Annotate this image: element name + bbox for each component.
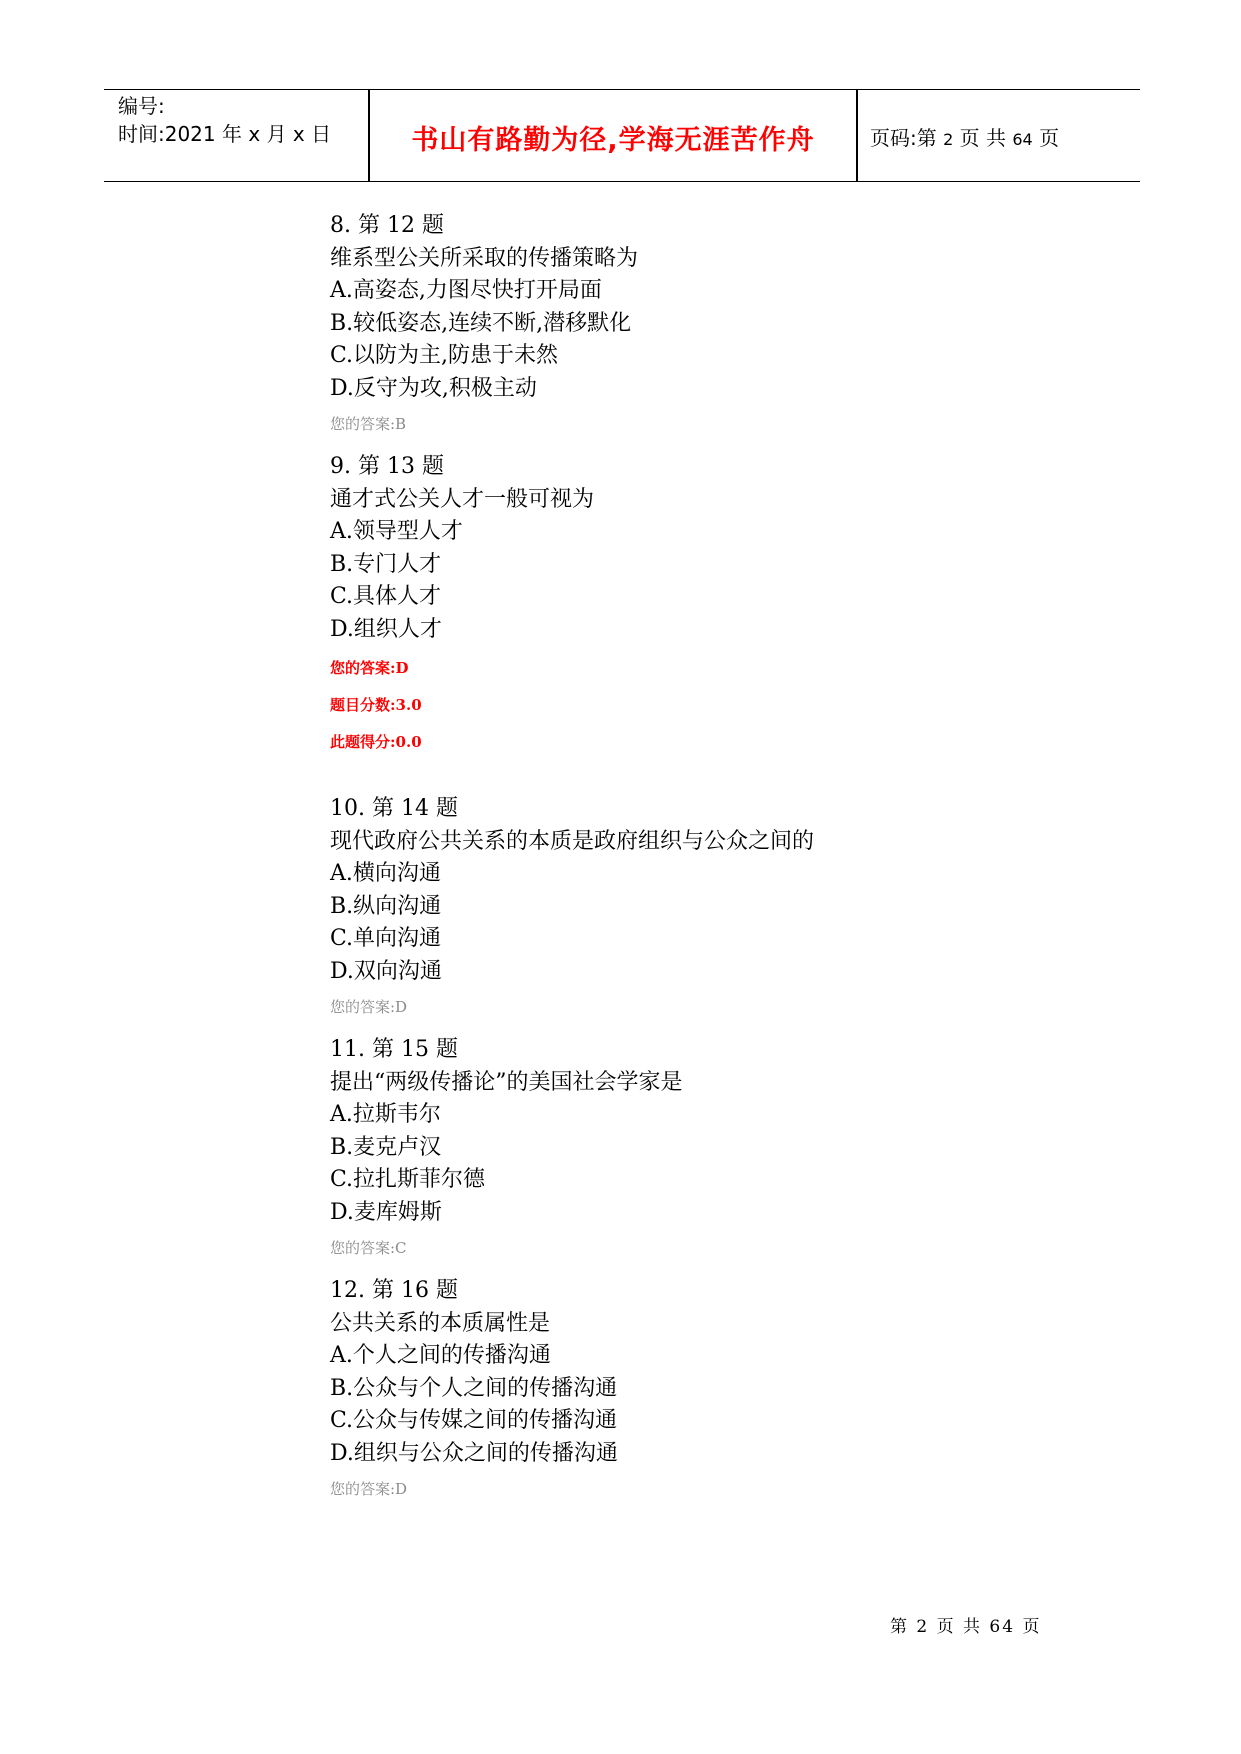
your-answer: 您的答案:D	[330, 659, 409, 677]
question-stem: 维系型公关所采取的传播策略为	[330, 245, 639, 271]
option-c: C.单向沟通	[330, 926, 442, 951]
question-heading: 12. 第 16 题	[330, 1278, 458, 1303]
page-prefix: 页码:第	[870, 126, 944, 150]
option-b: B.麦克卢汉	[330, 1134, 442, 1160]
page-mid: 页 共	[953, 126, 1013, 150]
question-stem: 提出“两级传播论”的美国社会学家是	[330, 1069, 683, 1095]
question-heading: 8. 第 12 题	[330, 213, 444, 238]
earned-score: 此题得分:0.0	[330, 733, 422, 751]
option-c: C.公众与传媒之间的传播沟通	[330, 1408, 618, 1433]
option-d: D.反守为攻,积极主动	[330, 375, 537, 401]
your-answer: 您的答案:B	[330, 415, 407, 433]
question-stem: 公共关系的本质属性是	[330, 1310, 551, 1336]
question-score: 题目分数:3.0	[330, 696, 422, 714]
option-c: C.以防为主,防患于未然	[330, 343, 559, 368]
question-list	[330, 210, 1130, 1516]
your-answer: 您的答案:D	[330, 1480, 408, 1498]
option-d: D.双向沟通	[330, 958, 442, 984]
option-b: B.纵向沟通	[330, 893, 442, 919]
option-a: A.高姿态,力图尽快打开局面	[330, 278, 602, 303]
page-header	[104, 89, 1140, 182]
spacer	[330, 761, 1130, 779]
question-stem: 现代政府公共关系的本质是政府组织与公众之间的	[330, 828, 815, 854]
page-footer: 第 2 页 共 64 页	[890, 1617, 1042, 1637]
option-d: D.麦库姆斯	[330, 1199, 442, 1225]
question-item	[330, 1275, 1130, 1502]
header-motto: 书山有路勤为径,学海无涯苦作舟	[411, 125, 815, 156]
option-a: A.个人之间的传播沟通	[330, 1343, 551, 1368]
header-divider	[856, 90, 858, 181]
question-stem: 通才式公关人才一般可视为	[330, 486, 595, 512]
page-num: 2	[943, 130, 954, 149]
header-page-number	[870, 122, 1059, 151]
time-label: 时间:2021 年 x 月 x 日	[118, 122, 332, 146]
option-b: B.公众与个人之间的传播沟通	[330, 1375, 618, 1401]
question-item	[330, 793, 1130, 1020]
question-heading: 11. 第 15 题	[330, 1037, 458, 1062]
option-d: D.组织人才	[330, 616, 442, 642]
option-b: B.较低姿态,连续不断,潜移默化	[330, 310, 632, 336]
page-suffix: 页	[1032, 126, 1060, 150]
option-a: A.领导型人才	[330, 519, 463, 544]
option-a: A.横向沟通	[330, 861, 441, 886]
question-heading: 9. 第 13 题	[330, 454, 444, 479]
question-item	[330, 210, 1130, 437]
your-answer: 您的答案:D	[330, 998, 408, 1016]
option-d: D.组织与公众之间的传播沟通	[330, 1440, 618, 1466]
number-label: 编号:	[118, 94, 165, 118]
header-info	[118, 92, 331, 148]
option-c: C.具体人才	[330, 584, 442, 609]
option-c: C.拉扎斯菲尔德	[330, 1167, 486, 1192]
question-heading: 10. 第 14 题	[330, 796, 458, 821]
option-b: B.专门人才	[330, 551, 442, 577]
question-item	[330, 451, 1130, 779]
option-a: A.拉斯韦尔	[330, 1102, 441, 1127]
your-answer: 您的答案:C	[330, 1239, 407, 1257]
question-item	[330, 1034, 1130, 1261]
page-total: 64	[1012, 130, 1033, 149]
